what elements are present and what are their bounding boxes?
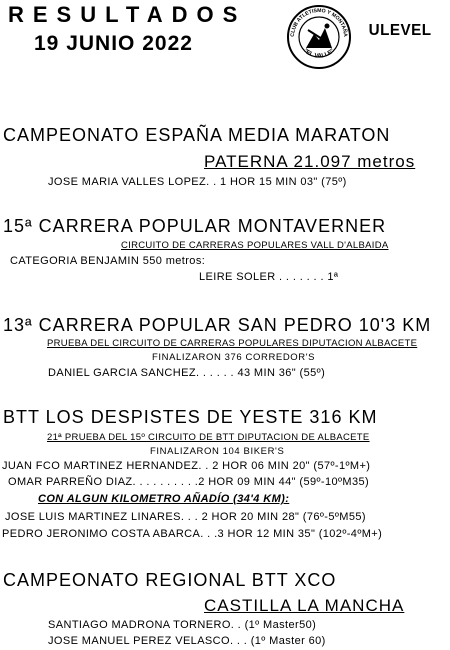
section5-result-1: SANTIAGO MADRONA TORNERO. . (1º Master50) [48, 619, 317, 631]
section4-circuit: 21ª PRUEBA DEL 15º CIRCUITO DE BTT DIPUTACION DE ALBACETE [47, 432, 370, 443]
brand-logo: ULEVEL [368, 22, 432, 39]
section4-result-1: JUAN FCO MARTINEZ HERNANDEZ. . 2 HOR 06 MIN 20" (57º-1ºM+) [2, 460, 371, 472]
logo-ring-bottom: "EL VALLE" [302, 48, 336, 60]
section5-title: CAMPEONATO REGIONAL BTT XCO [3, 570, 337, 590]
section5-subtitle: CASTILLA LA MANCHA [204, 596, 405, 615]
logo-ring-top: CLUB ATLETISMO Y MONTAÑA [289, 7, 349, 38]
section5-result-2: JOSE MANUEL PEREZ VELASCO. . . (1º Master 60) [48, 635, 326, 647]
section2-result-1: LEIRE SOLER . . . . . . . 1ª [199, 271, 339, 283]
section4-finished: FINALIZARON 104 BIKER'S [150, 446, 285, 457]
section1-title: CAMPEONATO ESPAÑA MEDIA MARATON [3, 125, 391, 145]
section2-category: CATEGORIA BENJAMIN 550 metros: [10, 255, 206, 267]
club-logo [286, 4, 352, 70]
section1-result-1: JOSE MARIA VALLES LOPEZ. . 1 HOR 15 MIN 03" (75º) [48, 176, 347, 188]
section3-circuit: PRUEBA DEL CIRCUITO DE CARRERAS POPULARES DIPUTACION ALBACETE [47, 338, 418, 349]
section4-result-4: PEDRO JERONIMO COSTA ABARCA. . .3 HOR 12 MIN 35" (102º-4ºM+) [2, 528, 383, 540]
section3-result-1: DANIEL GARCIA SANCHEZ. . . . . . 43 MIN 36" (55º) [48, 367, 326, 379]
page-date: 19 JUNIO 2022 [34, 32, 193, 55]
section2-circuit: CIRCUITO DE CARRERAS POPULARES VALL D'ALBAIDA [121, 240, 389, 251]
section1-subtitle: PATERNA 21.097 metros [204, 152, 416, 171]
section3-finished: FINALIZARON 376 CORREDOR'S [152, 352, 316, 363]
section3-title: 13ª CARRERA POPULAR SAN PEDRO 10'3 KM [3, 315, 432, 335]
section4-title: BTT LOS DESPISTES DE YESTE 316 KM [3, 407, 378, 427]
section2-title: 15ª CARRERA POPULAR MONTAVERNER [3, 216, 387, 236]
section4-result-3: JOSE LUIS MARTINEZ LINARES. . . 2 HOR 20 MIN 28" (76º-5ºM55) [5, 511, 366, 523]
section4-note: CON ALGUN KILOMETRO AÑADÍO (34'4 KM): [38, 493, 290, 505]
svg-text:"EL VALLE" [302, 48, 336, 60]
section4-result-2: OMAR PARREÑO DIAZ. . . . . . . . . .2 HOR 09 MIN 44" (59º-10ºM35) [8, 476, 370, 488]
page-title: RESULTADOS [8, 2, 247, 27]
